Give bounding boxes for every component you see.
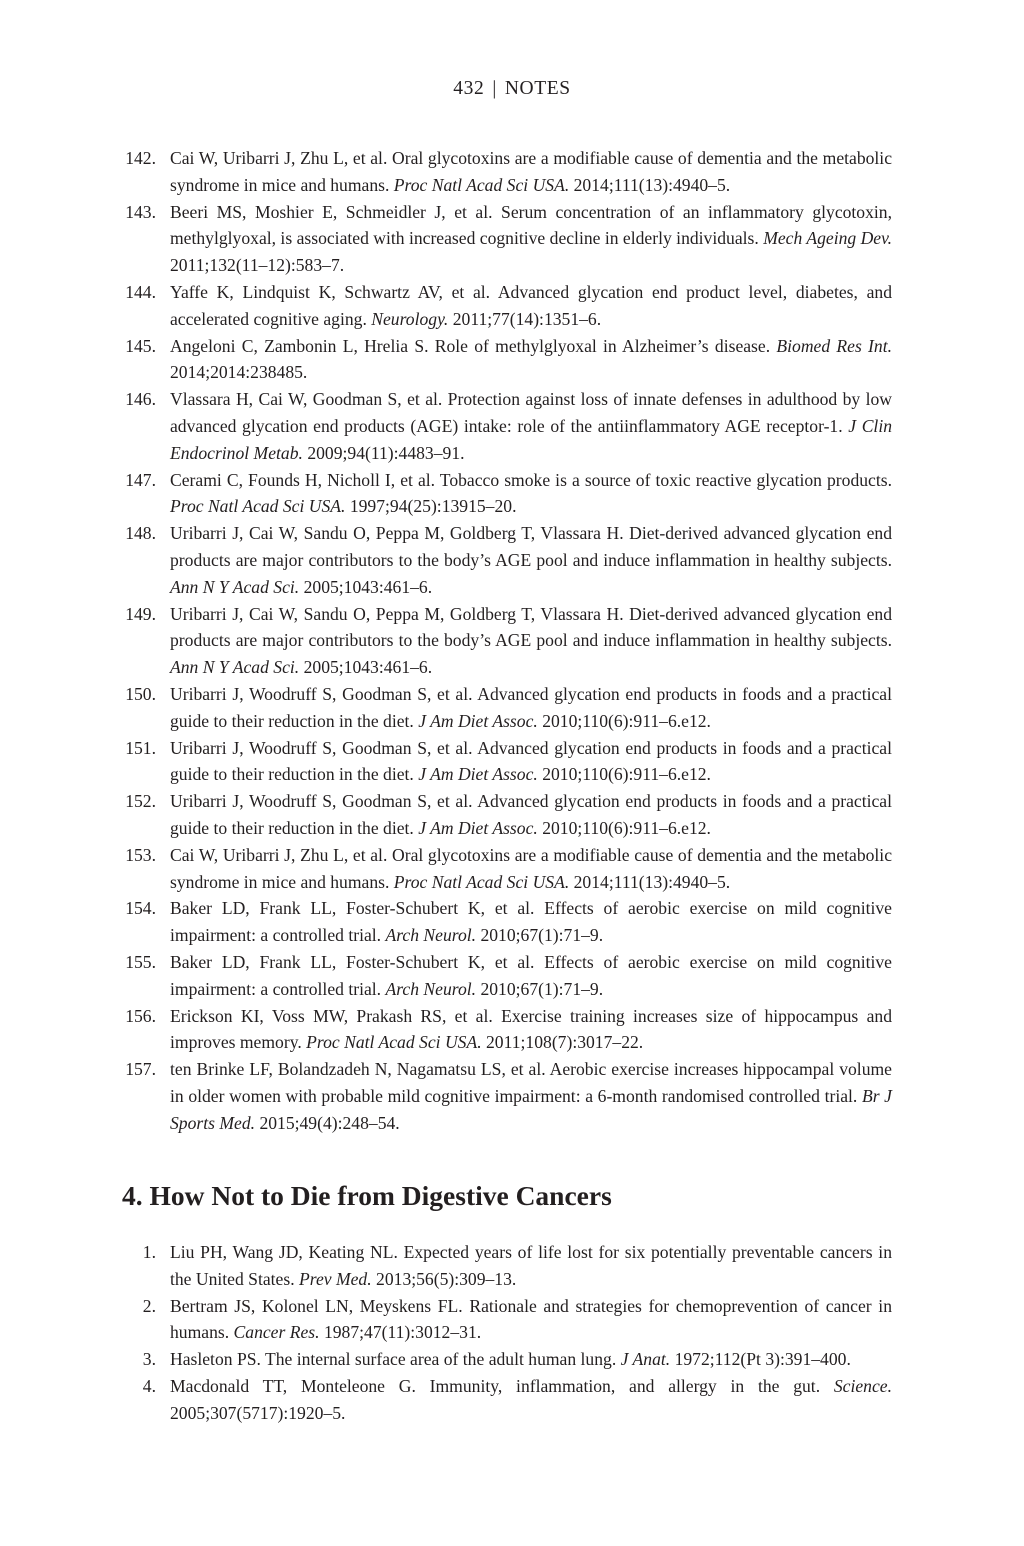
reference-number: 143. [125,201,156,222]
reference-text: Yaffe K, Lindquist K, Schwartz AV, et al. Advanced glycation end product level, diabetes, and accelerated cognitive aging. [170,281,892,329]
reference-text: Angeloni C, Zambonin L, Hrelia S. Role of methylglyoxal in Alzheimer’s disease. [170,335,771,356]
reference-number: 145. [125,335,156,356]
reference-journal: J Anat. [620,1349,671,1370]
reference-text: ten Brinke LF, Bolandzadeh N, Nagamatsu LS, et al. Aerobic exercise increases hippocampal volume in older women with probable mild cognitive impairment: a 6-month randomised controlled trial. [170,1059,892,1106]
reference-number: 3. [142,1349,156,1370]
reference-journal: J Clin Endocrinol Metab. [170,415,893,463]
reference-journal: Proc Natl Acad Sci USA. [393,174,570,195]
reference-number: 144. [125,281,156,302]
reference-citation: 1997;94(25):13915–20. [349,496,517,517]
reference-text: Uribarri J, Woodruff S, Goodman S, et al. Advanced glycation end products in foods and a practical guide to their reduction in the diet. [170,791,892,838]
reference-text: Macdonald TT, Monteleone G. Immunity, inflammation, and allergy in the gut. [170,1375,821,1396]
reference-citation: 1987;47(11):3012–31. [323,1322,482,1343]
reference-number: 155. [125,951,156,972]
reference-number: 150. [125,683,156,704]
reference-number: 1. [142,1242,156,1262]
notes-list-chapter-3 [122,145,892,1136]
reference-number: 2. [142,1295,156,1316]
section-heading: 4. How Not to Die from Digestive Cancers [122,1180,612,1211]
reference-number: 151. [125,737,156,758]
reference-citation: 2010;67(1):71–9. [480,925,604,946]
reference-item [122,1003,892,1057]
reference-citation: 2010;67(1):71–9. [480,978,604,999]
reference-text: Uribarri J, Woodruff S, Goodman S, et al. Advanced glycation end products in foods and a practical guide to their reduction in the diet. [170,737,892,785]
reference-item [122,279,892,333]
reference-journal: J Am Diet Assoc. [418,710,538,731]
reference-item [122,949,892,1003]
reference-number: 157. [125,1059,156,1080]
reference-number: 147. [125,469,156,490]
reference-journal: Ann N Y Acad Sci. [170,576,300,597]
reference-citation: 2015;49(4):248–54. [259,1112,400,1133]
reference-journal: Proc Natl Acad Sci USA. [393,871,570,892]
reference-journal: Cancer Res. [233,1322,320,1343]
reference-journal: Neurology. [371,308,449,329]
reference-item [122,1346,892,1373]
reference-citation: 1972;112(Pt 3):391–400. [674,1349,851,1370]
reference-text: Cerami C, Founds H, Nicholl I, et al. Tobacco smoke is a source of toxic reactive glycation products. [170,469,892,490]
reference-citation: 2014;2014:238485. [170,362,308,383]
reference-citation: 2009;94(11):4483–91. [307,442,465,463]
reference-citation: 2013;56(5):309–13. [376,1268,517,1289]
reference-citation: 2005;307(5717):1920–5. [170,1402,346,1423]
reference-number: 4. [142,1375,156,1396]
reference-number: 152. [125,791,156,812]
reference-journal: Proc Natl Acad Sci USA. [170,496,346,517]
reference-item [122,788,892,842]
reference-item [122,386,892,466]
reference-item [122,601,892,681]
reference-text: Liu PH, Wang JD, Keating NL. Expected years of life lost for six potentially preventable cancers in the United States. [170,1242,892,1289]
reference-text: Uribarri J, Woodruff S, Goodman S, et al. Advanced glycation end products in foods and a practical guide to their reduction in the diet. [170,683,892,731]
reference-item [122,145,892,199]
reference-citation: 2014;111(13):4940–5. [573,174,731,195]
reference-item [122,735,892,789]
page-number: 432 [453,78,485,99]
reference-journal: J Am Diet Assoc. [418,817,538,838]
running-head-title: NOTES [504,78,571,99]
reference-journal: Prev Med. [299,1268,372,1289]
reference-citation: 2011;77(14):1351–6. [452,308,602,329]
reference-number: 148. [125,523,156,544]
reference-text: Vlassara H, Cai W, Goodman S, et al. Protection against loss of innate defenses in adulthood by low advanced glycation end products (AGE) intake: role of the antiinflammatory AGE receptor-1. [170,389,892,436]
reference-citation: 2010;110(6):911–6.e12. [542,710,711,731]
running-head [0,78,1024,100]
reference-journal: Proc Natl Acad Sci USA. [306,1032,482,1053]
reference-item [122,199,892,279]
reference-item [122,520,892,600]
reference-text: Baker LD, Frank LL, Foster-Schubert K, et al. Effects of aerobic exercise on mild cognitive impairment: a controlled trial. [170,951,892,999]
header-separator: | [492,78,497,99]
reference-citation: 2014;111(13):4940–5. [573,871,731,892]
reference-journal: Arch Neurol. [385,978,477,999]
reference-number: 153. [125,844,156,865]
reference-text: Beeri MS, Moshier E, Schmeidler J, et al. Serum concentration of an inflammatory glycotoxin, methylglyoxal, is associated with increased cognitive decline in elderly individuals. [170,201,892,249]
reference-number: 142. [125,148,156,168]
reference-text: Bertram JS, Kolonel LN, Meyskens FL. Rationale and strategies for chemoprevention of cancer in humans. [170,1295,892,1343]
reference-citation: 2011;132(11–12):583–7. [170,255,345,276]
reference-item [122,1239,892,1293]
reference-journal: Science. [833,1375,892,1396]
reference-item [122,895,892,949]
reference-journal: Ann N Y Acad Sci. [170,657,300,678]
reference-text: Erickson KI, Voss MW, Prakash RS, et al. Exercise training increases size of hippocampus and improves memory. [170,1005,892,1053]
reference-item [122,681,892,735]
reference-text: Cai W, Uribarri J, Zhu L, et al. Oral glycotoxins are a modifiable cause of dementia and the metabolic syndrome in mice and humans. [170,844,892,892]
reference-item [122,1056,892,1136]
reference-item [122,1373,892,1427]
reference-item [122,842,892,896]
reference-number: 154. [125,898,156,919]
reference-text: Cai W, Uribarri J, Zhu L, et al. Oral glycotoxins are a modifiable cause of dementia and the metabolic syndrome in mice and humans. [170,148,892,195]
reference-journal: Mech Ageing Dev. [763,228,892,249]
reference-item [122,467,892,521]
reference-text: Hasleton PS. The internal surface area of the adult human lung. [170,1349,617,1370]
reference-text: Uribarri J, Cai W, Sandu O, Peppa M, Goldberg T, Vlassara H. Diet-derived advanced glycation end products are major contributors to the body’s AGE pool and induce inflammation in healthy subjects. [170,603,892,651]
reference-journal: Br J Sports Med. [170,1085,892,1133]
reference-journal: Arch Neurol. [385,925,477,946]
reference-text: Baker LD, Frank LL, Foster-Schubert K, et al. Effects of aerobic exercise on mild cognitive impairment: a controlled trial. [170,898,892,946]
reference-citation: 2005;1043:461–6. [303,576,433,597]
reference-citation: 2011;108(7):3017–22. [486,1032,644,1053]
notes-list-chapter-4 [122,1239,892,1427]
reference-number: 156. [125,1005,156,1026]
reference-citation: 2005;1043:461–6. [303,657,433,678]
reference-number: 146. [125,389,156,410]
reference-item [122,333,892,387]
reference-citation: 2010;110(6):911–6.e12. [542,764,711,785]
reference-item [122,1293,892,1347]
reference-text: Uribarri J, Cai W, Sandu O, Peppa M, Goldberg T, Vlassara H. Diet-derived advanced glycation end products are major contributors to the body’s AGE pool and induce inflammation in healthy subjects. [170,523,892,570]
reference-journal: J Am Diet Assoc. [418,764,538,785]
reference-number: 149. [125,603,156,624]
reference-journal: Biomed Res Int. [776,335,892,356]
reference-citation: 2010;110(6):911–6.e12. [542,817,711,838]
